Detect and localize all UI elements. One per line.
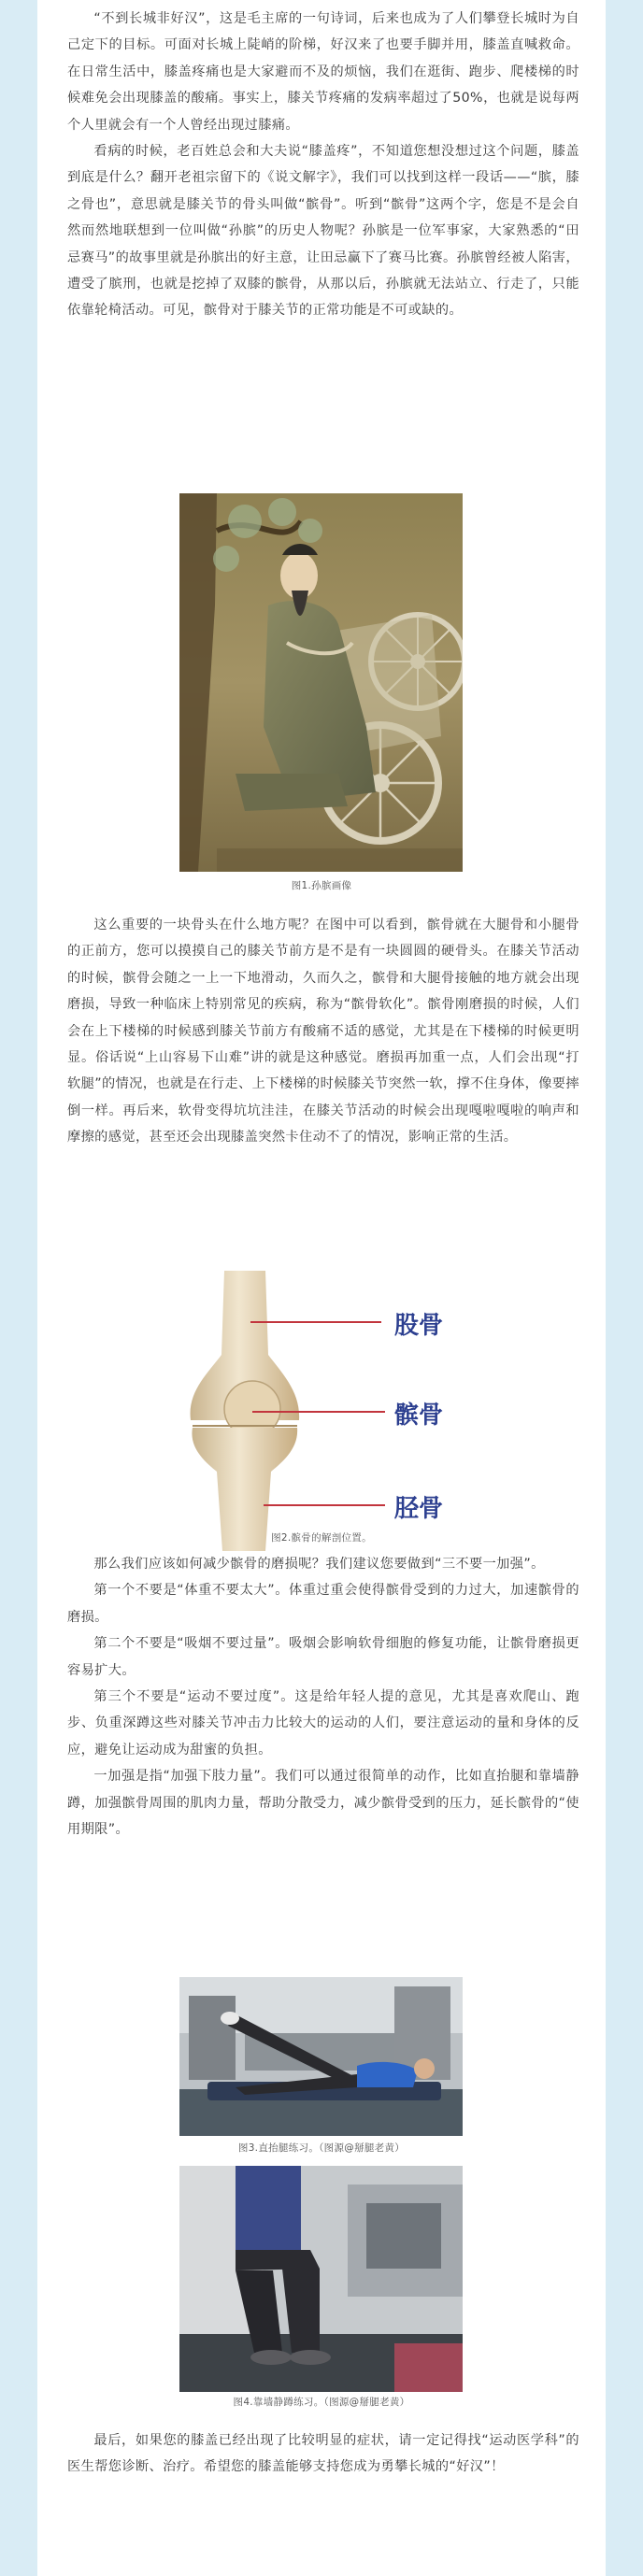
paragraph: “不到长城非好汉”，这是毛主席的一句诗词，后来也成为了人们攀登长城时为自己定下的目标。可面对长城上陡峭的阶梯，好汉来了也要手脚并用，膝盖直喊救命。在日常生活中，膝盖疼痛也是大家避而不及的烦恼，我们在逛街、跑步、爬楼梯的时候难免会出现膝盖的酸痛。事实上，膝关节疼痛的发病率超过了50%，也就是说每两个人里就会有一个人曾经出现过膝痛。: [67, 11, 579, 133]
patella-label: 髌骨: [394, 1402, 444, 1430]
paragraph: 最后，如果您的膝盖已经出现了比较明显的症状，请一定记得找“运动医学科”的医生帮您诊断、治疗。希望您的膝盖能够支持您成为勇攀长城的“好汉”！: [67, 2433, 579, 2475]
paragraph: 一加强是指“加强下肢力量”。我们可以通过很简单的动作，比如直抬腿和靠墙静蹲，加强髌骨周围的肌肉力量，帮助分散受力，减少髌骨受到的压力，延长髌骨的“使用期限”。: [67, 1769, 579, 1838]
tibia-label: 胫骨: [394, 1495, 444, 1523]
patella-pointer: [252, 1411, 385, 1413]
straight-leg-raise-photo: [179, 1977, 463, 2136]
paragraph: 第二个不要是“吸烟不要过量”。吸烟会影响软骨细胞的修复功能，让髌骨磨损更容易扩大。: [67, 1636, 579, 1678]
figure-straight-leg-raise: [0, 1977, 643, 2164]
figure-caption: 图2.髌骨的解剖位置。: [271, 1532, 372, 1544]
intro-section: [67, 6, 579, 324]
conclusion-section: [67, 2427, 579, 2481]
figure-knee-anatomy: [0, 1271, 643, 1570]
wall-sit-photo: [179, 2166, 463, 2392]
paragraph: 第三个不要是“运动不要过度”。这是给年轻人提的意见，尤其是喜欢爬山、跑步、负重深蹲这些对膝关节冲击力比较大的运动的人们，要注意运动的量和身体的反应，避免让运动成为甜蜜的负担。: [67, 1689, 579, 1758]
patella-section: [67, 912, 579, 1151]
paragraph: 那么我们应该如何减少髌骨的磨损呢？我们建议您要做到“三不要一加强”。: [93, 1557, 545, 1572]
figure-caption: 图1.孙膑画像: [291, 880, 352, 891]
figure-caption: 图4.靠墙静蹲练习。（图源@掰腿老黄）: [233, 2397, 410, 2408]
figure-wall-sit: [0, 2166, 643, 2409]
paragraph: 第一个不要是“体重不要太大”。体重过重会使得髌骨受到的力过大，加速髌骨的磨损。: [67, 1583, 579, 1625]
figure-sun-bin-portrait: [0, 493, 643, 895]
sun-bin-portrait-image: [179, 493, 463, 872]
paragraph: 看病的时候，老百姓总会和大夫说“膝盖疼”，不知道您想没想过这个问题，膝盖到底是什么？翻开老祖宗留下的《说文解字》，我们可以找到这样一段话——“膑，膝之骨也”，意思就是膝关节的骨头叫做“髌骨”。听到“髌骨”这两个字，您是不是会自然而然地联想到一位叫做“孙膑”的历史人物呢？孙膑是一位军事家，大家熟悉的“田忌赛马”的故事里就是孙膑出的好主意，让田忌赢下了赛马比赛。孙膑曾经被人陷害，遭受了膑刑，也就是挖掉了双膝的髌骨，从那以后，孙膑就无法站立、行走了，只能依靠轮椅活动。可见，髌骨对于膝关节的正常功能是不可或缺的。: [67, 144, 579, 319]
femur-label: 股骨: [394, 1312, 444, 1340]
femur-pointer: [250, 1321, 381, 1323]
tibia-pointer: [264, 1504, 385, 1506]
paragraph: 这么重要的一块骨头在什么地方呢？在图中可以看到，髌骨就在大腿骨和小腿骨的正前方，您可以摸摸自己的膝关节前方是不是有一块圆圆的硬骨头。在膝关节活动的时候，髌骨会随之一上一下地滑动，久而久之，髌骨和大腿骨接触的地方就会出现磨损，导致一种临床上特别常见的疾病，称为“髌骨软化”。髌骨刚磨损的时候，人们会在上下楼梯的时候感到膝关节前方有酸痛不适的感觉，尤其是在下楼梯的时候更明显。俗话说“上山容易下山难”讲的就是这种感觉。磨损再加重一点，人们会出现“打软腿”的情况，也就是在行走、上下楼梯的时候膝关节突然一软，撑不住身体，像要摔倒一样。再后来，软骨变得坑坑洼洼，在膝关节活动的时候会出现嘎啦嘎啦的响声和摩擦的感觉，甚至还会出现膝盖突然卡住动不了的情况，影响正常的生活。: [67, 918, 579, 1146]
prevention-section: [67, 1551, 579, 1843]
figure-caption: 图3.直抬腿练习。（图源@掰腿老黄）: [237, 2142, 406, 2154]
